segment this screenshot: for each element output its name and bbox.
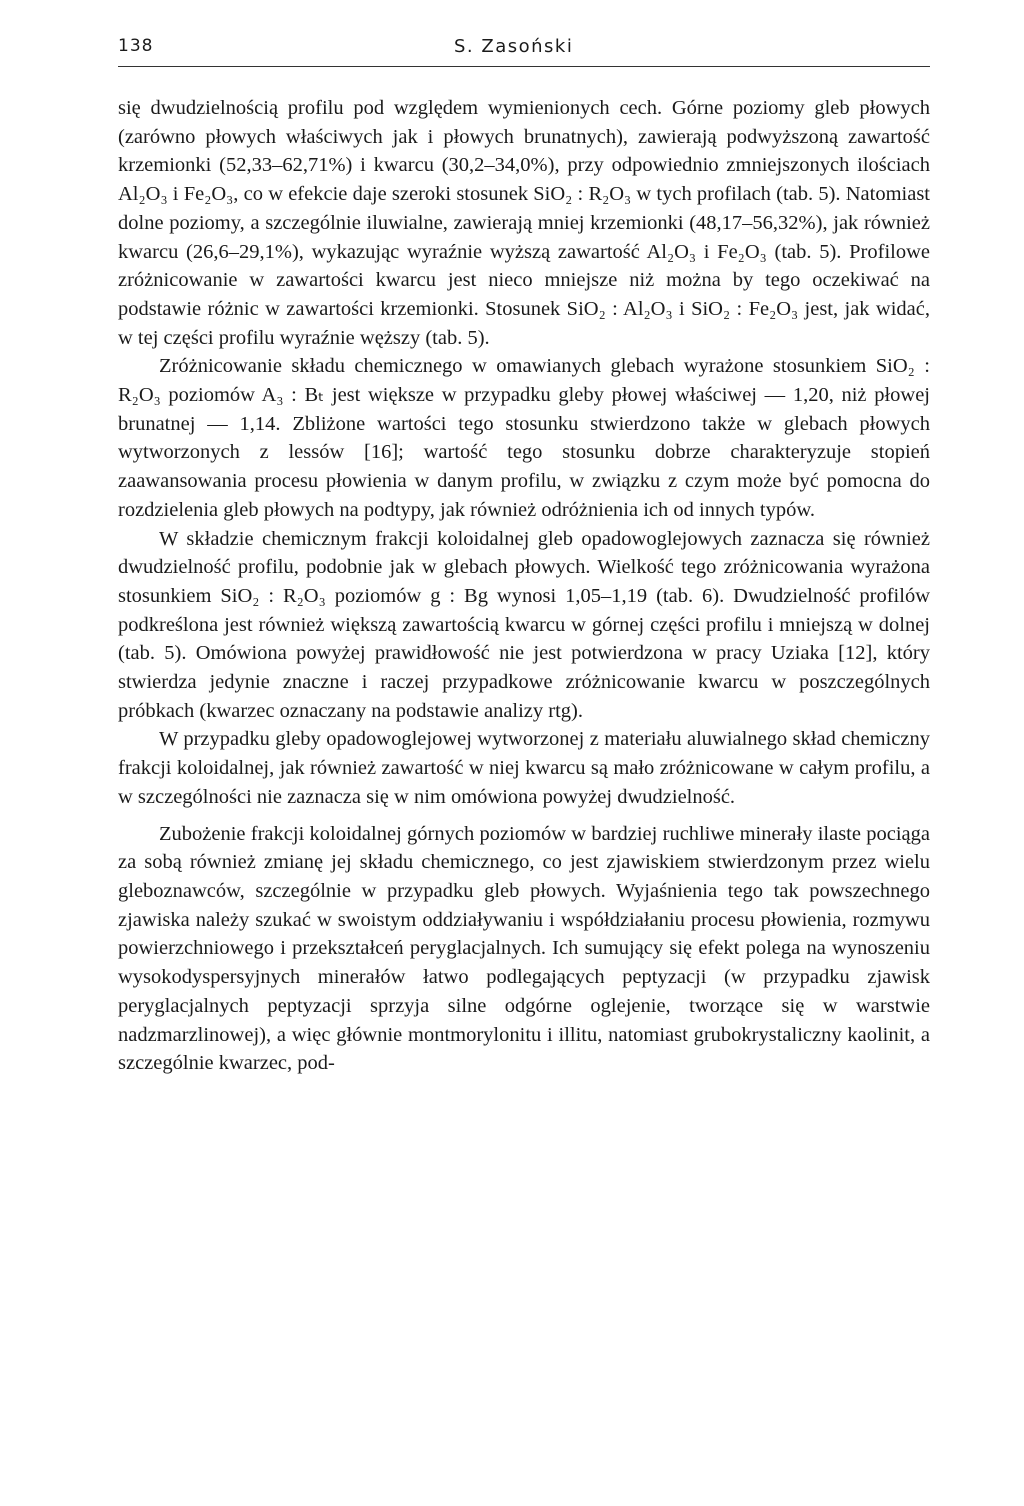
page-header: [118, 30, 930, 70]
paragraph: W składzie chemicznym frakcji koloidalnej gleb opadowoglejowych zaznacza się również dwudzielność profilu, podobnie jak w glebach płowych. Wielkość tego zróżnicowania wyrażona stosunkiem SiO₂ : R₂O₃ poziomów g : Bg wynosi 1,05–1,19 (tab. 6). Dwudzielność profilów podkreślona jest również większą zawartością kwarcu w górnej części profilu i mniejszą w dolnej (tab. 5). Omówiona powyżej prawidłowość nie jest potwierdzona w pracy Uziaka [12], który stwierdza jedynie znaczne i raczej przypadkowe zróżnicowanie kwarcu w poszczególnych próbkach (kwarzec oznaczany na podstawie analizy rtg).: [118, 527, 930, 722]
paragraph: W przypadku gleby opadowoglejowej wytworzonej z materiału aluwialnego skład chemiczny frakcji koloidalnej, jak również zawartość w niej kwarcu są mało zróżnicowane w całym profilu, a w szczególności nie zaznacza się w nim omówiona powyżej dwudzielność.: [118, 728, 930, 808]
running-head: S. Zasoński: [454, 36, 574, 57]
paragraph-gap: [118, 812, 930, 820]
body-text: [118, 94, 930, 1078]
page-number: 138: [118, 36, 154, 56]
paragraph: się dwudzielnością profilu pod względem wymienionych cech. Górne poziomy gleb płowych (zarówno płowych właściwych jak i płowych brunatnych), zawierają podwyższoną zawartość krzemionki (52,33–62,71%) i kwarcu (30,2–34,0%), przy odpowiednio zmniejszonych ilościach Al₂O₃ i Fe₂O₃, co w efekcie daje szeroki stosunek SiO₂ : R₂O₃ w tych profilach (tab. 5). Natomiast dolne poziomy, a szczególnie iluwialne, zawierają mniej krzemionki (48,17–56,32%), jak również kwarcu (26,6–29,1%), wykazując wyraźnie wyższą zawartość Al₂O₃ i Fe₂O₃ (tab. 5). Profilowe zróżnicowanie w zawartości kwarcu jest nieco mniejsze niż można by tego oczekiwać na podstawie różnic w zawartości krzemionki. Stosunek SiO₂ : Al₂O₃ i SiO₂ : Fe₂O₃ jest, jak widać, w tej części profilu wyraźnie węższy (tab. 5).: [118, 97, 930, 349]
paragraph: Zubożenie frakcji koloidalnej górnych poziomów w bardziej ruchliwe minerały ilaste pociąga za sobą również zmianę jej składu chemicznego, co jest zjawiskiem stwierdzonym przez wielu gleboznawców, szczególnie w przypadku gleb płowych. Wyjaśnienia tego tak powszechnego zjawiska należy szukać w swoistym oddziaływaniu i współdziałaniu procesu płowienia, rozmywu powierzchniowego i przekształceń peryglacjalnych. Ich sumujący się efekt polega na wynoszeniu wysokodyspersyjnych minerałów łatwo podlegających peptyzacji (w przypadku zjawisk peryglacjalnych peptyzacji sprzyja silne odgórne oglejenie, tworzące się w warstwie nadzmarzlinowej), a więc głównie montmorylonitu i illitu, natomiast grubokrystaliczny kaolinit, a szczególnie kwarzec, pod-: [118, 822, 930, 1075]
paragraph: Zróżnicowanie składu chemicznego w omawianych glebach wyrażone stosunkiem SiO₂ : R₂O₃ poziomów A₃ : Bₜ jest większe w przypadku gleby płowej właściwej — 1,20, niż płowej brunatnej — 1,14. Zbliżone wartości tego stosunku stwierdzono także w glebach płowych wytworzonych z lessów [16]; wartość tego stosunku dobrze charakteryzuje stopień zaawansowania procesu płowienia w danym profilu, w związku z czym może być pomocna do rozdzielenia gleb płowych na podtypy, jak również odróżnienia ich od innych typów.: [118, 355, 930, 521]
header-rule: [118, 66, 930, 67]
